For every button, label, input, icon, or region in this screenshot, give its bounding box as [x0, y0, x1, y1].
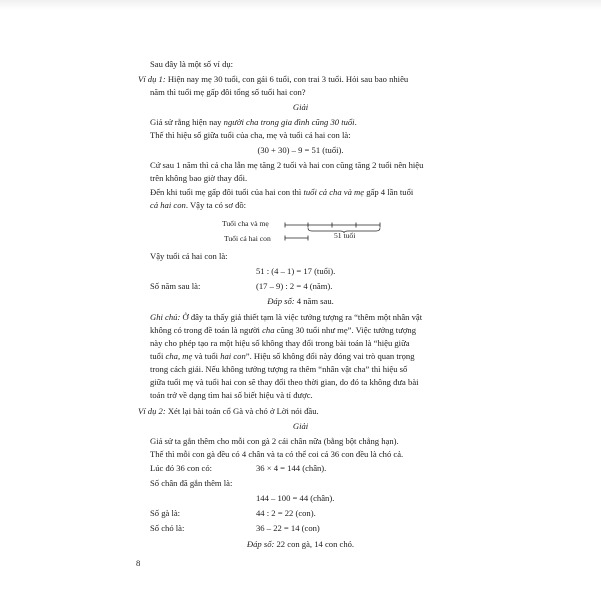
example-1-solution-heading: Giải: [292, 102, 309, 112]
note-line-4: tuổi cha, mẹ và tuổi hai con”. Hiệu số không đổi này đóng vai trò quan trọng: [150, 351, 415, 361]
top-shadow-bar: [0, 0, 601, 10]
example-1-step-2: Thế thì hiệu số giữa tuổi của cha, mẹ và tuổi cả hai con là:: [150, 130, 351, 140]
example-1-equation-1: (30 + 30) – 9 = 51 (tuổi).: [257, 145, 344, 155]
example-2-row-2-label: Số chân đã gắn thêm là:: [150, 478, 233, 488]
age-diagram: [222, 219, 392, 245]
example-2-row-2-value: 144 – 100 = 44 (chân).: [256, 493, 335, 503]
example-1-step-3-line-2: trên không bao giờ thay đổi.: [150, 173, 248, 183]
note-line-1: Ghi chú: Ở đây ta thấy giả thiết tạm là việc tưởng tượng ra “thêm một nhân vật: [150, 312, 423, 322]
example-1-step-5: Vậy tuổi cả hai con là:: [150, 251, 228, 261]
example-1-step-4-line-1: Đến khi tuổi mẹ gấp đôi tuổi của hai con thì tuổi cả cha và mẹ gấp 4 lần tuổi: [150, 187, 414, 197]
example-2-step-1-line-1: Giả sử ta gắn thêm cho mỗi con gà 2 cái chân nữa (bằng bột chẳng hạn).: [150, 436, 399, 446]
example-1-step-1: Giả sử rằng hiện nay người cha trong gia đình cũng 30 tuổi.: [150, 117, 357, 127]
example-2-row-1-value: 36 × 4 = 144 (chân).: [256, 463, 327, 473]
example-2-row-4-value: 36 – 22 = 14 (con): [256, 523, 320, 533]
example-1-label: Ví dụ 1:: [138, 74, 166, 84]
example-2-problem: Ví dụ 2: Xét lại bài toán cổ Gà và chó ở Lời nói đầu.: [138, 406, 319, 416]
note-label: Ghi chú:: [150, 312, 181, 322]
page-number: 8: [136, 558, 141, 568]
example-2-row-3-value: 44 : 2 = 22 (con).: [256, 508, 316, 518]
example-2-label: Ví dụ 2:: [138, 406, 166, 416]
example-1-problem-line-2: năm thì tuổi mẹ gấp đôi tổng số tuổi hai con?: [150, 87, 306, 97]
example-1-step-3-line-1: Cứ sau 1 năm thì cả cha lẫn mẹ tăng 2 tuổi và hai con cũng tăng 2 tuổi nên hiệu: [150, 160, 424, 170]
example-2-answer: Đáp số: 22 con gà, 14 con chó.: [246, 539, 355, 549]
example-2-row-4-label: Số chó là:: [150, 523, 185, 533]
example-1-step-4-line-2: cả hai con. Vậy ta có sơ đồ:: [150, 200, 247, 210]
difference-brace: [308, 228, 380, 233]
example-1-problem-line-1: Ví dụ 1: Hiện nay mẹ 30 tuổi, con gái 6 tuổi, con trai 3 tuổi. Hỏi sau bao nhiêu: [138, 74, 409, 84]
diagram-lines: [222, 219, 392, 245]
diagram-difference-label: 51 tuổi: [334, 231, 356, 240]
intro-text: Sau đây là một số ví dụ:: [150, 59, 234, 69]
note-line-6: giữa tuổi mẹ và tuổi hai con sẽ thay đổi theo thời gian, do đó ta không đưa bài: [150, 377, 419, 387]
diagram-label-children: Tuổi cả hai con: [224, 234, 271, 243]
example-2-row-3-label: Số gà là:: [150, 508, 181, 518]
example-2-solution-heading: Giải: [292, 421, 309, 431]
example-2-step-1-line-2: Thế thì mỗi con gà đều có 4 chân và ta có thể coi cả 36 con đều là chó cả.: [150, 449, 404, 459]
example-1-equation-2: 51 : (4 – 1) = 17 (tuổi).: [256, 266, 336, 276]
example-1-answer: Đáp số: 4 năm sau.: [267, 296, 334, 306]
example-1-equation-3: (17 – 9) : 2 = 4 (năm).: [256, 281, 333, 291]
note-line-3: này cho phép tạo ra một hiệu số không thay đổi trong bài toán là “hiệu giữa: [150, 338, 410, 348]
note-line-7: toán trở về dạng tìm hai số biết hiệu và tỉ được.: [150, 390, 313, 400]
diagram-label-parents: Tuổi cha và mẹ: [222, 219, 269, 228]
example-2-row-1-label: Lúc đó 36 con có:: [150, 463, 213, 473]
example-1-step-6-label: Số năm sau là:: [150, 281, 201, 291]
note-line-5: trong cách giải. Nếu không tưởng tượng ra thêm “nhân vật cha” thì hiệu số: [150, 364, 408, 374]
note-line-2: không có trong đề toán là người cha cũng 30 tuổi như mẹ”. Việc tưởng tượng: [150, 325, 416, 335]
